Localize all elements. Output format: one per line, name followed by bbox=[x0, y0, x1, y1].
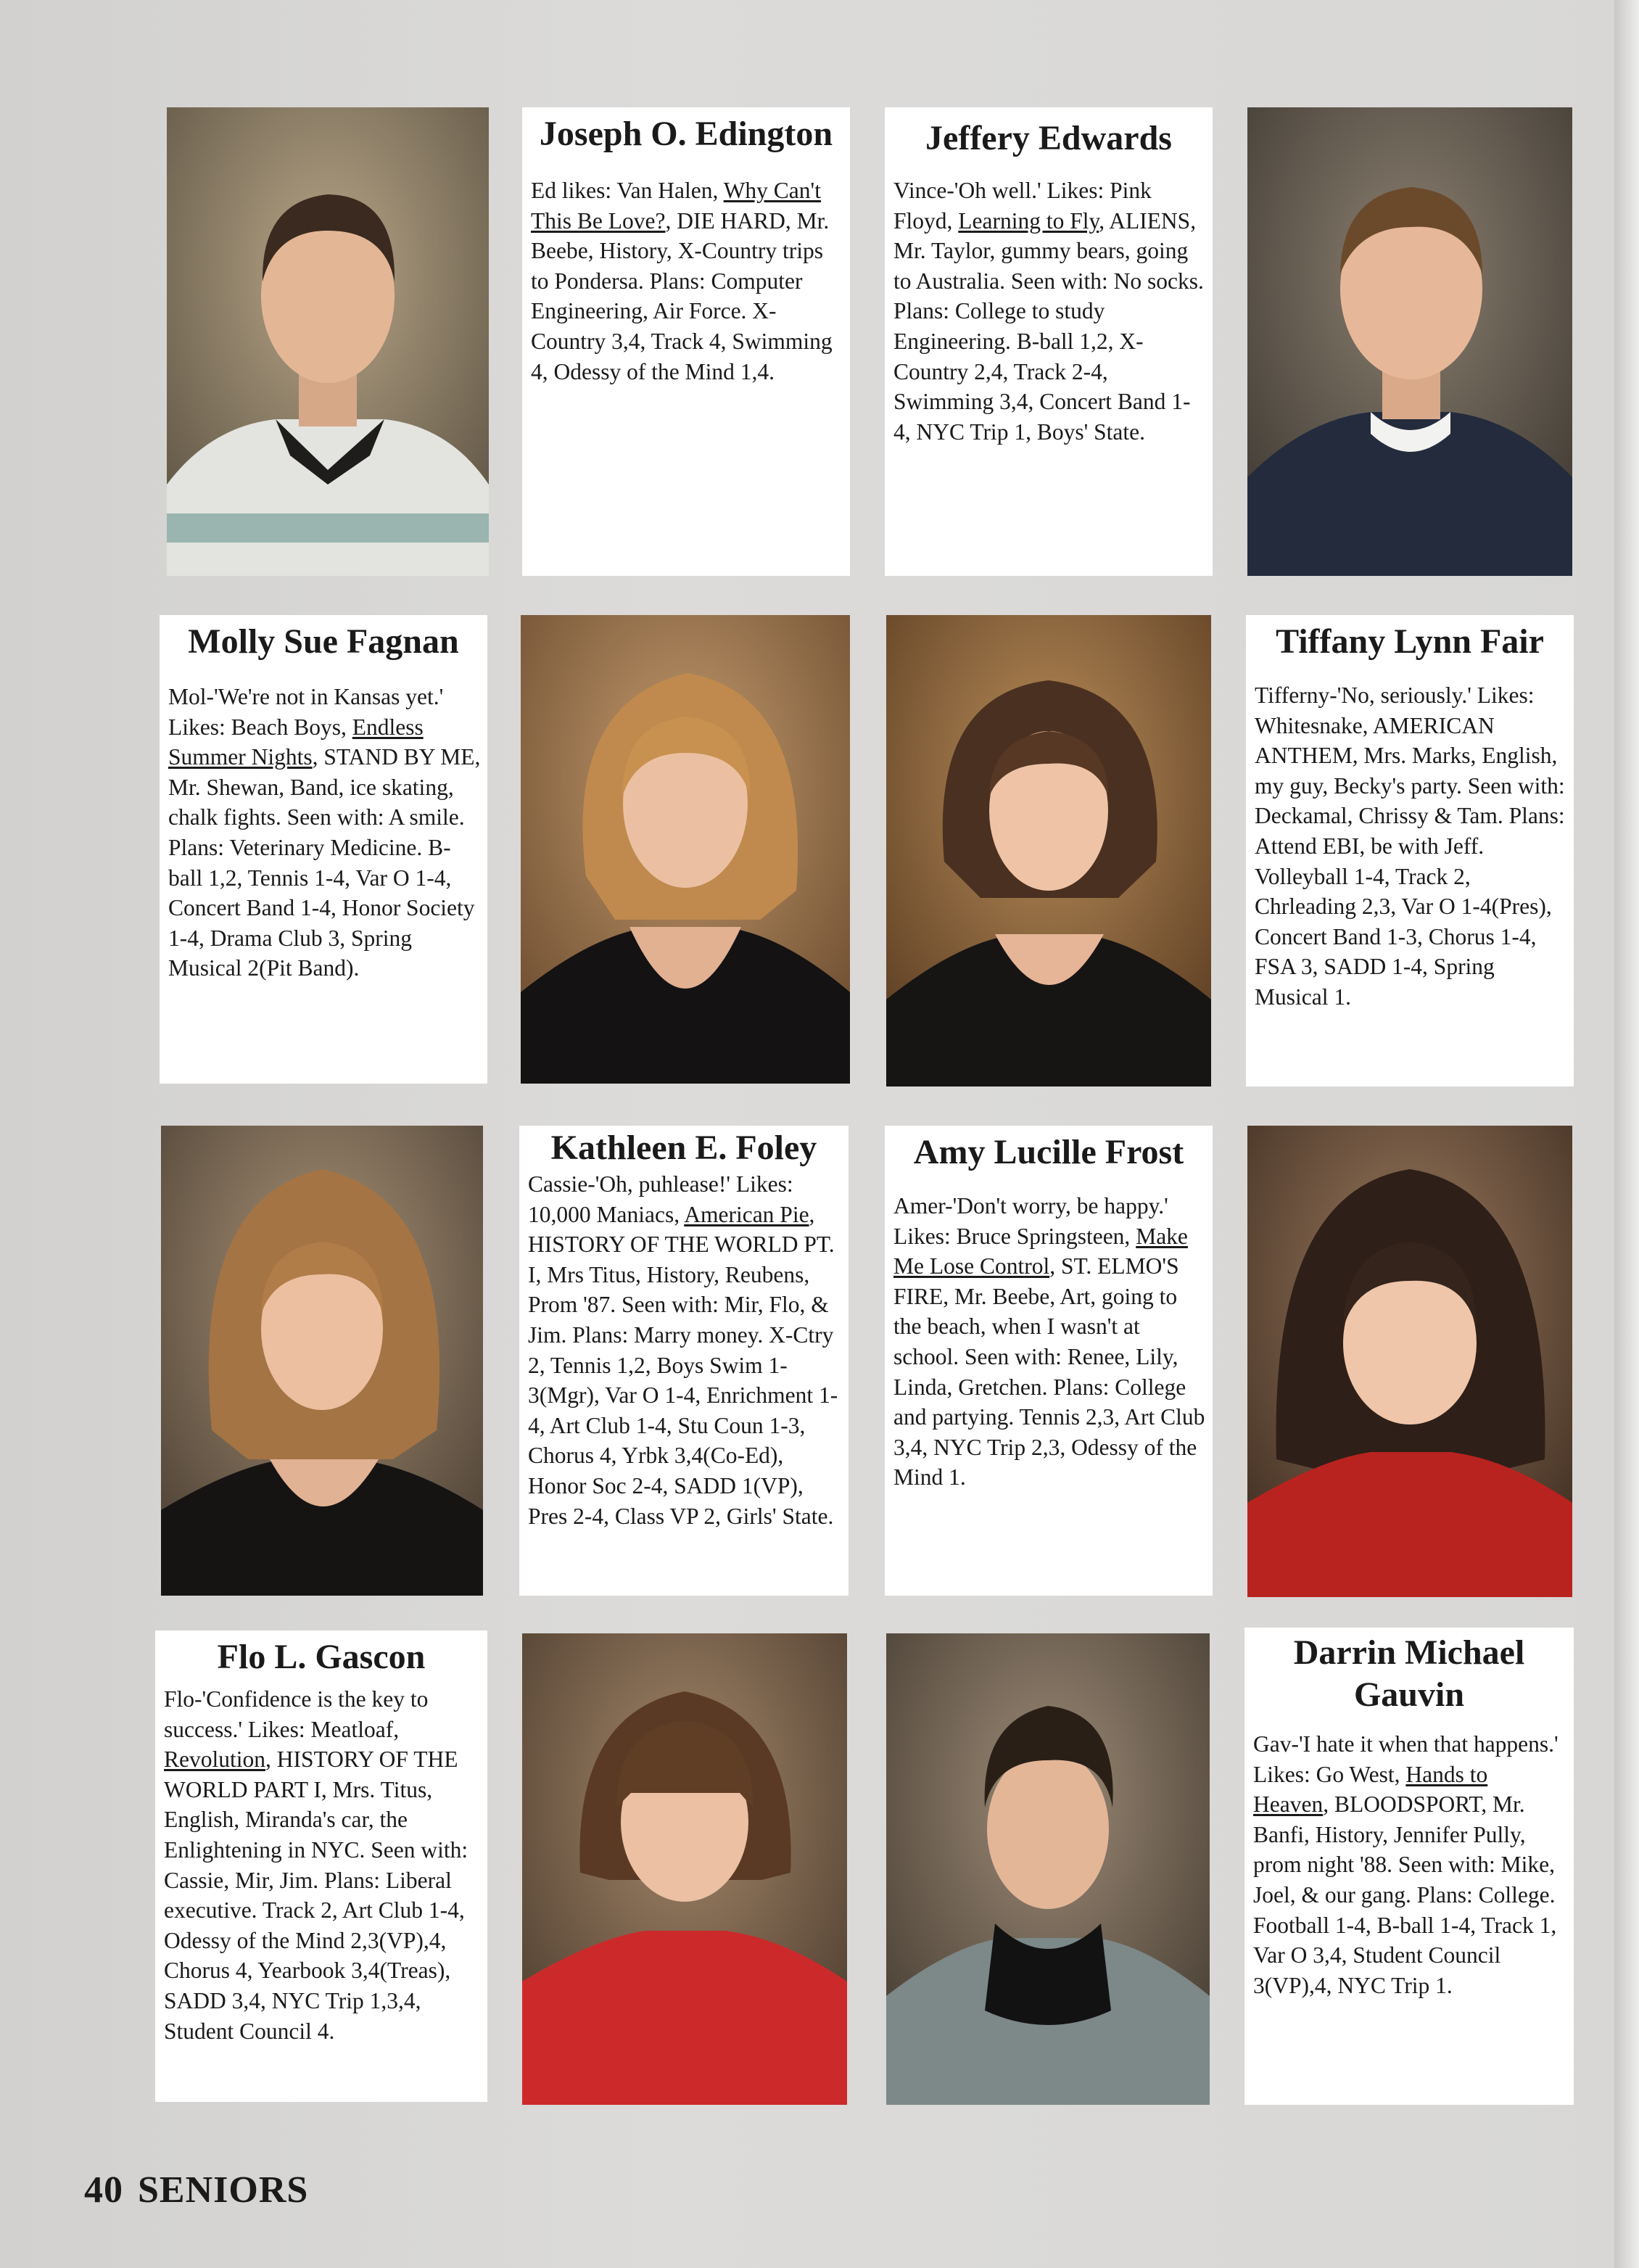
bio-text: , HISTORY OF THE WORLD PT. I, Mrs Titus, History, Reubens, Prom '87. Seen with: Mir, Flo, & Jim. Plans: Marry money. X-Ctry 2, Tennis 1,2, Boys Swim 1-3(Mgr), Var O 1-4, Enrichment 1-4, Art Club 1-4, Stu Coun 1-3, Chorus 4, Yrbk 3,4(Co-Ed), Honor Soc 2-4, SADD 1(VP), Pres 2-4, Class VP 2, Girls' State. bbox=[528, 1201, 838, 1529]
page-footer bbox=[84, 2169, 308, 2211]
portrait-flo-gascon bbox=[522, 1633, 847, 2105]
bio-text: , ALIENS, Mr. Taylor, gummy bears, going to Australia. Seen with: No socks. Plans: College to study Engineering. B-ball 1,2, X-Country 2,4, Track 2-4, Swimming 3,4, Concert Band 1-4, NYC Trip 1, Boys' State. bbox=[893, 207, 1204, 445]
bio-text: , BLOODSPORT, Mr. Banfi, History, Jennifer Pully, prom night '88. Seen with: Mike, Joel, & our gang. Plans: College. Football 1-4, B-ball 1-4, Track 1, Var O 3,4, Student Council 3(VP),4, NYC Trip 1. bbox=[1253, 1791, 1557, 1998]
portrait-darrin-gauvin bbox=[886, 1633, 1210, 2105]
senior-name: Molly Sue Fagnan bbox=[188, 622, 459, 661]
bio-text: Gav-'I hate it when that happens.' Likes: Go West, bbox=[1253, 1731, 1559, 1787]
bio-text: Vince-'Oh well.' Likes: Pink Floyd, bbox=[893, 178, 1152, 234]
senior-name: Amy Lucille Frost bbox=[913, 1133, 1184, 1171]
portrait-jeffery-edwards bbox=[1247, 107, 1572, 576]
bio-text: , HISTORY OF THE WORLD PART I, Mrs. Titus, English, Miranda's car, the Enlightening in NYC. Seen with: Cassie, Mir, Jim. Plans: Liberal executive. Track 2, Art Club 1-4, Odessy of the Mind 2,3(VP),4, Chorus 4, Yearbook 3,4(Treas), SADD 3,4, NYC Trip 1,3,4, Student Council 4. bbox=[164, 1747, 468, 2044]
bio-text: , ST. ELMO'S FIRE, Mr. Beebe, Art, going to the beach, when I wasn't at school. Seen with: Renee, Lily, Linda, Gretchen. Plans: College and partying. Tennis 2,3, Art Club 3,4, NYC Trip 2,3, Odessy of the Mind 1. bbox=[893, 1253, 1205, 1490]
portrait-joseph-edington bbox=[167, 107, 489, 576]
senior-bio bbox=[1246, 680, 1574, 1013]
senior-name: Kathleen E. Foley bbox=[550, 1129, 817, 1167]
bio-card-tiffany-fair bbox=[1246, 615, 1574, 1086]
senior-bio bbox=[1244, 1729, 1574, 2000]
senior-bio bbox=[160, 682, 487, 984]
bio-text: Cassie-'Oh, puhlease!' Likes: 10,000 Maniacs, bbox=[528, 1171, 793, 1227]
bio-text: Ed likes: Van Halen, bbox=[531, 178, 724, 203]
song-title: American Pie bbox=[684, 1201, 809, 1227]
senior-name: Darrin Michael Gauvin bbox=[1293, 1633, 1525, 1714]
bio-text: Flo-'Confidence is the key to success.' Likes: Meatloaf, bbox=[164, 1686, 429, 1742]
portrait-kathleen-foley bbox=[161, 1126, 483, 1596]
bio-card-flo-gascon bbox=[155, 1630, 487, 2102]
song-title: Endless Summer Nights bbox=[168, 714, 424, 770]
bio-card-jeffery-edwards bbox=[885, 107, 1213, 576]
senior-bio bbox=[155, 1684, 487, 2046]
song-title: Revolution bbox=[164, 1747, 265, 1773]
senior-name: Tiffany Lynn Fair bbox=[1276, 622, 1544, 661]
senior-name: Joseph O. Edington bbox=[539, 115, 833, 153]
senior-name: Flo L. Gascon bbox=[217, 1638, 426, 1676]
song-title: Make Me Lose Control bbox=[893, 1223, 1188, 1279]
senior-bio bbox=[519, 1169, 849, 1531]
bio-text: Amer-'Don't worry, be happy.' Likes: Bruce Springsteen, bbox=[893, 1193, 1168, 1249]
bio-card-darrin-gauvin bbox=[1244, 1628, 1574, 2105]
bio-card-joseph-edington bbox=[522, 107, 850, 576]
senior-name: Jeffery Edwards bbox=[925, 119, 1172, 157]
bio-text: , DIE HARD, Mr. Beebe, History, X-Country trips to Pondersa. Plans: Computer Engineering, Air Force. X-Country 3,4, Track 4, Swimming 4, Odessy of the Mind 1,4. bbox=[531, 207, 833, 384]
bio-card-amy-frost bbox=[885, 1126, 1213, 1596]
bio-card-kathleen-foley bbox=[519, 1126, 849, 1596]
bio-card-molly-fagnan bbox=[160, 615, 487, 1084]
bio-text: Mol-'We're not in Kansas yet.' Likes: Beach Boys, bbox=[168, 684, 444, 740]
senior-bio bbox=[885, 176, 1213, 447]
song-title: Why Can't This Be Love? bbox=[531, 178, 821, 234]
bio-text: , STAND BY ME, Mr. Shewan, Band, ice skating, chalk fights. Seen with: A smile. Plans: Veterinary Medicine. B-ball 1,2, Tennis 1-4, Var O 1-4, Concert Band 1-4, Honor Society 1-4, Drama Club 3, Spring Musical 2(Pit Band). bbox=[168, 744, 481, 981]
song-title: Learning to Fly bbox=[958, 207, 1099, 234]
senior-bio bbox=[522, 176, 850, 387]
section-title: SENIORS bbox=[138, 2169, 309, 2211]
song-title: Hands to Heaven bbox=[1253, 1761, 1488, 1818]
bio-text: Tifferny-'No, seriously.' Likes: Whitesnake, AMERICAN ANTHEM, Mrs. Marks, English, my guy, Becky's party. Seen with: Deckamal, Chrissy & Tam. Plans: Attend EBI, be with Jeff. Volleyball 1-4, Track 2, Chrleading 2,3, Var O 1-4(Pres), Concert Band 1-3, Chorus 1-4, FSA 3, SADD 1-4, Spring Musical 1. bbox=[1255, 683, 1565, 1010]
senior-bio bbox=[885, 1191, 1213, 1493]
page-number: 40 bbox=[84, 2169, 123, 2211]
portrait-tiffany-fair bbox=[886, 615, 1211, 1086]
portrait-amy-frost bbox=[1247, 1126, 1572, 1597]
portrait-molly-fagnan bbox=[521, 615, 850, 1084]
